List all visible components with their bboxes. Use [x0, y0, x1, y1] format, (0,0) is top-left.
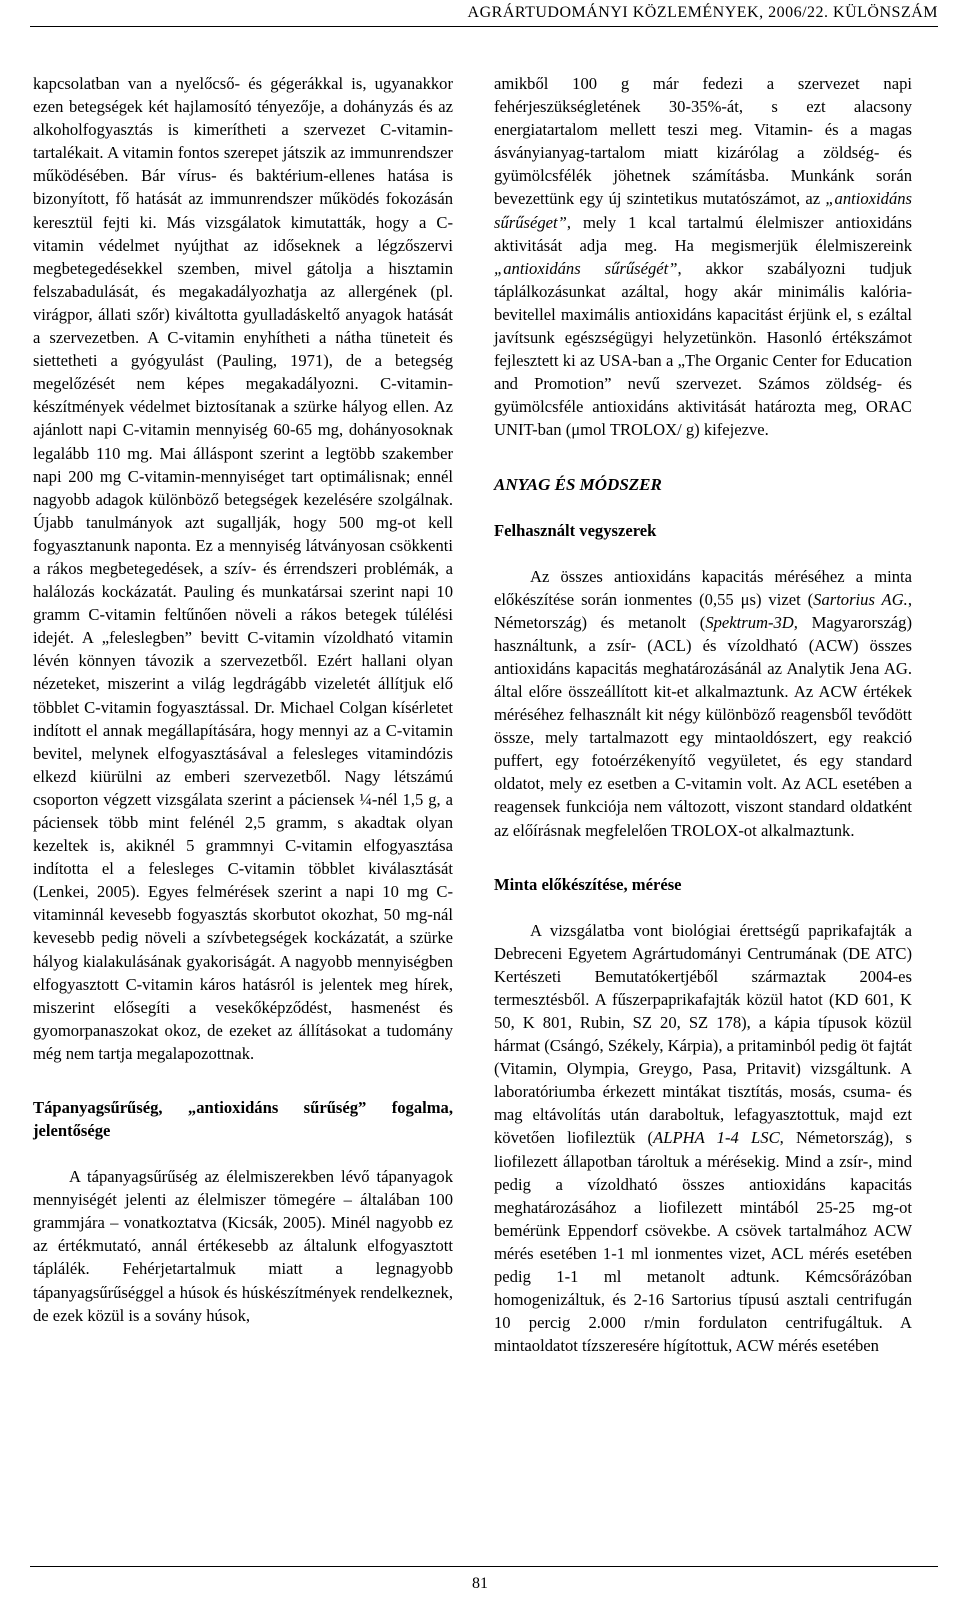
page-number: 81 [472, 1575, 488, 1592]
section-heading-materials-methods: ANYAG ÉS MÓDSZER [494, 474, 662, 494]
body-paragraph: amikből 100 g már fedezi a szervezet napi fehérjeszükségletének 30-35%-át, s ezt alacsony energiatartalom mellett teszi meg. Vitamin- és a magas ásványianyag-tartalom miatt kizárólag a zöldség- és gyümölcsfélék jöhetnek számításba. Munkánk során bevezettünk egy új szintetikus mutatószámot, az „antioxidáns sűrűséget”, mely 1 kcal tartalmú élelmiszer antioxidáns aktivitását adja meg. Ha megismerjük élelmiszereink „antioxidáns sűrűségét”, akkor szabályozni tudjuk táplálkozásunkat azáltal, hogy akár minimális kalória-bevitellel maximális antioxidáns kapacitást érjünk el, s ezáltal javítsunk egészségügyi helyzetünkön. Hasonló értékszámot fejlesztett ki az USA-ban a „The Organic Center for Education and Promotion” nevű szervezet. Számos zöldség- és gyümölcsféle antioxidáns aktivitását határozta meg, ORAC UNIT-ban (μmol TROLOX/ g) kifejezve. [494, 74, 912, 440]
body-paragraph: A tápanyagsűrűség az élelmiszerekben lévő tápanyagok mennyiségét jelenti az élelmiszer tömegére – általában 100 grammjára – vonatkoztatva (Kicsák, 2005). Minél nagyobb ez az értékmutató, annál értékesebb az általunk elfogyasztott táplálék. Fehérjetartalmuk miatt a legnagyobb tápanyagsűrűséggel a húsok és húskészítmények rendelkeznek, de ezek közül is a sovány húsok, [33, 1167, 453, 1325]
body-paragraph: A vizsgálatba vont biológiai érettségű paprikafajták a Debreceni Egyetem Agrártudományi Centrumának (DE ATC) Kertészeti Bemutatókertjéből származtak 2004-es termesztésből. A fűszerpaprikafajták közül hatot (KD 601, K 50, K 801, Rubin, SZ 20, SZ 178), a kápia típusok közül hármat (Csángó, Székely, Kárpia), a pritaminból pedig öt fajtát (Vitamin, Olympia, Greygo, Pasa, Pritavit) vizsgáltunk. A laboratóriumba érkezett mintákat tisztítás, mosás, csuma- és mag eltávolítás után daraboltuk, lefagyasztottuk, majd ezt követően liofileztük (ALPHA 1-4 LSC, Németország), s liofilezett állapotban tároltuk a mérésekig. Mind a zsír-, mind pedig a vízoldható összes antioxidáns kapacitás meghatározásához a liofilezett mintából 25-25 mg-ot bemérünk Eppendorf csövekbe. A csövek tartalmához ACW mérés esetében 1-1 ml ionmentes vizet, ACL mérés esetében pedig 1-1 ml metanolt adtunk. Kémcsőrázóban homogenizáltuk, és 2-16 Sartorius típusú asztali centrifugán 10 percig 2.000 r/min fordulaton centrifugáltuk. A mintaoldatot tízszeresére hígítottuk, ACW mérés esetében [494, 920, 912, 1356]
section-heading-nutrient-density: Tápanyagsűrűség, „antioxidáns sűrűség” fogalma, jelentősége [33, 1098, 453, 1141]
body-paragraph: Az összes antioxidáns kapacitás méréséhez a minta előkészítése során ionmentes (0,55 μs) vizet (Sartorius AG., Németország) és metanolt (Spektrum-3D, Magyarország) használtunk, a zsír- (ACL) és vízoldható (ACW) összes antioxidáns kapacitás meghatározásánál az Analytik Jena AG. által előre összeállított kit-et alkalmaztunk. Az ACW értékek méréséhez felhasznált kit négy különböző reagensből tevődött össze, mely tartalmazott egy mintaoldószert, egy reakció puffert, egy fotoérzékenyítő vegyületet, és egy standard oldatot, mely ez esetben a C-vitamin volt. Az ACL esetében a reagensek funkciója nem változott, viszont standard oldatként az előírásnak megfelelően TROLOX-ot alkalmaztunk. [494, 566, 913, 840]
subheading-sample-preparation: Minta előkészítése, mérése [494, 874, 682, 894]
right-column [494, 72, 912, 1357]
body-paragraph: kapcsolatban van a nyelőcső- és gégerákkal is, ugyanakkor ezen betegségek két hajlamosító tényezője, a dohányzás és az alkoholfogyasztás is kimerítheti a szervezet C-vitamin-tartalékait. A vitamin fontos szerepet játszik az immunrendszer működésében. Bár vírus- és baktérium-ellenes hatása is bizonyított, fő hatását az immunrendszer működés fokozásán keresztül fejti ki. Más vizsgálatok kimutatták, hogy a C-vitamin védelmet nyújthat az időseknek a légzőszervi megbetegedésekkel szemben, mivel gátolja a hisztamin felszabadulását, és megakadályozhatja az allergének (pl. virágpor, állati szőr) kiváltotta gyulladáskeltő anyagok hatását a szervezetben. A C-vitamin enyhítheti a nátha tüneteit és siettetheti a gyógyulást (Pauling, 1971), de a betegség megelőzését nem képes megakadályozni. C-vitamin-készítmények védelmet biztosítanak a szürke hályog ellen. Az ajánlott napi C-vitamin mennyiség 60-65 mg, dohányosoknak legalább 110 mg. Mai álláspont szerint a legtöbb szakember napi 200 mg C-vitamin-mennyiséget tart optimálisnak; ennél nagyobb adagok különböző betegségek kezelésére szolgálnak. Újabb tanulmányok azt sugallják, hogy 500 mg-ot kell fogyasztanunk naponta. Ez a mennyiség látványosan csökkenti a rákos megbetegedések, a szív- és érrendszeri problémák, a halálozás kockázatát. Pauling és munkatársai szerint napi 10 gramm C-vitamin feltűnően növeli a rákos betegek túlélési idejét. A „feleslegben” bevitt C-vitamin vízoldható vitamin lévén könnyen távozik a szervezetből. Ezért hallani olyan nézeteket, miszerint a világ legdrágább vizeletét állítjuk elő többlet C-vitamin fogyasztással. Dr. Michael Colgan kísérletet indított el annak megállapítására, hogy mennyi az a C-vitamin bevitel, melynek elfogyasztásával a felesleges vitamindózis elkezd kiürülni az emberi szervezetből. Nagy létszámú csoporton végzett vizsgálata szerint a páciensek ¼-nél 1,5 g, a páciensek több mint felénél 2,5 gramm, s akadtak olyan kezeltek is, akiknél 5 grammnyi C-vitamin elfogyasztása indította el a felesleges C-vitamin többlet kiválasztását (Lenkei, 2005). Egyes felmérések szerint a napi 10 mg C-vitaminnál kevesebb fogyasztás skorbutot okozhat, 50 mg-nál kevesebb pedig növeli a szívbetegségek kockázatát, a szürke hályog kialakulásának gyakoriságát. A nagyobb mennyiségben elfogyasztott C-vitamin káros hatásról is jelentek meg hírek, miszerint elősegíti a vesekőképződést, hasmenést és gyomorpanaszokat okoz, de ezeket az állításokat a tudomány még nem tartja megalapozottnak. [33, 74, 453, 1063]
subheading-reagents: Felhasznált vegyszerek [494, 520, 657, 540]
left-column [33, 72, 453, 1327]
journal-title: AGRÁRTUDOMÁNYI KÖZLEMÉNYEK, 2006/22. KÜLÖNSZÁM [467, 4, 938, 21]
footer-rule [30, 1566, 938, 1567]
running-header [30, 4, 938, 27]
